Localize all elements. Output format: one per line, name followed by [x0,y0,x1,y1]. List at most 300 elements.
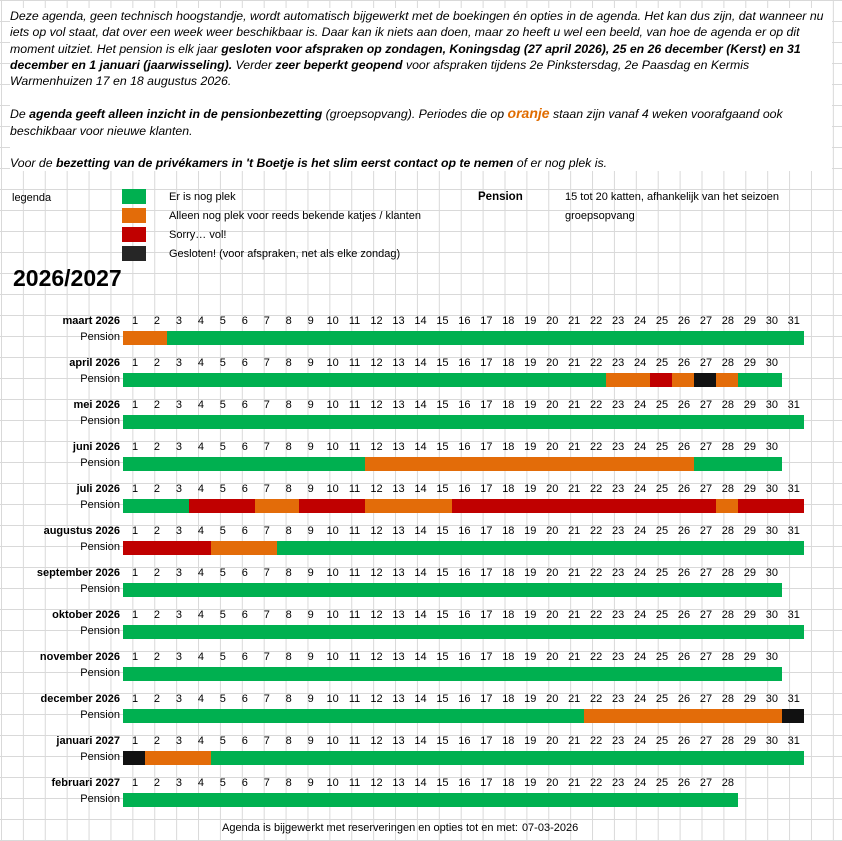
year-title: 2026/2027 [13,265,122,291]
month-name: november 2026 [39,651,120,663]
day-number: 2 [153,441,161,453]
day-number: 3 [175,567,182,579]
day-number: 19 [524,651,537,663]
day-number: 26 [677,525,691,537]
day-number: 10 [326,441,339,453]
day-number: 31 [787,315,800,327]
day-number: 16 [458,441,471,453]
day-number: 30 [765,693,778,705]
occupancy-bar-orange [365,457,694,471]
day-number: 15 [436,651,449,663]
occupancy-bar-red [738,499,804,513]
day-number: 13 [392,567,405,579]
day-number: 23 [611,651,625,663]
day-number: 2 [153,525,161,537]
day-number: 14 [414,777,427,789]
month-row [0,523,842,561]
day-number: 2 [153,483,161,495]
day-number: 9 [307,651,314,663]
occupancy-bar-green [123,499,189,513]
day-number: 2 [153,777,161,789]
day-number: 1 [131,693,139,705]
day-number: 15 [436,357,449,369]
day-number: 1 [131,357,139,369]
day-number: 30 [765,735,778,747]
day-number: 13 [392,399,405,411]
day-number: 18 [502,441,515,453]
day-number: 19 [524,525,537,537]
day-number: 23 [611,315,625,327]
day-number: 6 [241,609,248,621]
day-number: 25 [655,399,669,411]
day-number: 26 [677,357,691,369]
day-number: 2 [153,315,161,327]
day-number: 31 [787,525,800,537]
day-number: 29 [743,567,756,579]
day-number: 26 [677,315,691,327]
day-number: 31 [787,609,800,621]
day-number: 27 [699,609,713,621]
month-row [0,649,842,687]
day-number: 12 [370,525,383,537]
occupancy-bar-green [277,541,804,555]
day-number: 25 [655,525,669,537]
day-number: 16 [458,525,471,537]
day-number: 14 [414,567,427,579]
intro-paragraph-2: De agenda geeft alleen inzicht in de pensionbezetting (groepsopvang). Periodes die op oranje staan zijn vanaf 4 weken voorafgaand ook beschikbaar voor nieuwe klanten. [10,105,783,138]
day-number: 6 [241,525,248,537]
day-number: 14 [414,441,427,453]
day-number: 5 [219,441,226,453]
day-number: 20 [546,441,559,453]
day-number: 9 [307,777,314,789]
day-number: 4 [197,693,204,705]
day-number: 2 [153,567,161,579]
day-number: 12 [370,315,383,327]
day-number: 27 [699,525,713,537]
day-number: 23 [611,735,625,747]
day-number: 15 [436,609,449,621]
day-number: 25 [655,357,669,369]
day-number: 27 [699,315,713,327]
day-number: 11 [348,315,361,327]
day-number: 22 [590,357,603,369]
footer-text: Agenda is bijgewerkt met reserveringen en opties tot en met: [222,822,518,834]
day-number: 1 [131,651,139,663]
month-row [0,565,842,603]
day-number: 25 [655,735,669,747]
day-number: 21 [568,525,581,537]
day-number: 15 [436,693,449,705]
day-number: 24 [633,399,647,411]
day-number: 13 [392,609,405,621]
day-number: 23 [611,399,625,411]
day-number: 21 [568,777,581,789]
day-number: 29 [743,483,756,495]
day-number: 25 [655,651,669,663]
day-number: 30 [765,399,778,411]
day-number: 26 [677,483,691,495]
day-number: 29 [743,357,756,369]
day-number: 10 [326,399,339,411]
day-number: 26 [677,651,691,663]
legend-text-closed: Gesloten! (voor afspraken, net als elke zondag) [169,248,401,260]
day-number: 30 [765,567,778,579]
day-number: 24 [633,777,647,789]
month-row [0,397,842,435]
day-number: 26 [677,441,691,453]
day-number: 1 [131,525,139,537]
day-number: 13 [392,441,405,453]
day-number: 30 [765,357,778,369]
day-number: 8 [285,399,292,411]
pension-row-label: Pension [80,457,120,469]
day-number: 13 [392,483,405,495]
occupancy-bar-green [123,457,365,471]
day-number: 1 [131,441,139,453]
day-number: 4 [197,609,204,621]
day-number: 1 [131,735,139,747]
day-number: 8 [285,441,292,453]
day-number: 16 [458,315,471,327]
day-number: 5 [219,567,226,579]
day-number: 15 [436,735,449,747]
day-number: 8 [285,567,292,579]
day-number: 9 [307,525,314,537]
day-number: 17 [480,735,493,747]
month-name: maart 2026 [62,315,120,327]
day-number: 16 [458,357,471,369]
day-number: 26 [677,693,691,705]
legend-swatch-available [122,189,146,204]
day-number: 11 [348,567,361,579]
day-number: 18 [502,735,515,747]
day-number: 3 [175,441,182,453]
day-number: 20 [546,609,559,621]
day-number: 6 [241,315,248,327]
day-number: 17 [480,777,493,789]
legend-text-known-clients: Alleen nog plek voor reeds bekende katjes / klanten [169,210,421,222]
day-number: 12 [370,735,383,747]
day-number: 24 [633,525,647,537]
day-number: 18 [502,609,515,621]
occupancy-bar-green [694,457,782,471]
day-number: 15 [436,567,449,579]
day-number: 10 [326,567,339,579]
day-number: 30 [765,609,778,621]
day-number: 11 [348,777,361,789]
day-number: 18 [502,525,515,537]
day-number: 8 [285,777,292,789]
day-number: 21 [568,693,581,705]
day-number: 28 [721,735,735,747]
day-number: 14 [414,483,427,495]
day-number: 10 [326,609,339,621]
day-number: 4 [197,651,204,663]
day-number: 5 [219,399,226,411]
day-number: 24 [633,693,647,705]
day-number: 25 [655,483,669,495]
day-number: 6 [241,693,248,705]
day-number: 14 [414,693,427,705]
legend [0,186,842,264]
day-number: 28 [721,525,735,537]
occupancy-bar-orange [255,499,299,513]
pension-row-label: Pension [80,625,120,637]
day-number: 18 [502,693,515,705]
occupancy-bar-red [650,373,672,387]
day-number: 11 [348,693,361,705]
day-number: 13 [392,315,405,327]
day-number: 18 [502,357,515,369]
month-row [0,481,842,519]
day-number: 2 [153,693,161,705]
day-number: 12 [370,441,383,453]
day-number: 29 [743,651,756,663]
day-number: 13 [392,693,405,705]
day-number: 23 [611,567,625,579]
day-number: 6 [241,399,248,411]
day-number: 28 [721,441,735,453]
day-number: 24 [633,357,647,369]
occupancy-bar-green [211,751,804,765]
day-number: 5 [219,525,226,537]
day-number: 16 [458,735,471,747]
day-number: 6 [241,777,248,789]
day-number: 12 [370,777,383,789]
day-number: 31 [787,693,800,705]
day-number: 11 [348,651,361,663]
day-number: 16 [458,651,471,663]
day-number: 19 [524,357,537,369]
month-row [0,691,842,729]
day-number: 4 [197,525,204,537]
month-row [0,607,842,645]
occupancy-bar-black [782,709,804,723]
legend-swatch-closed [122,246,146,261]
day-number: 14 [414,735,427,747]
day-number: 28 [721,483,735,495]
month-name: juni 2026 [72,441,120,453]
day-number: 1 [131,567,139,579]
day-number: 27 [699,693,713,705]
day-number: 20 [546,399,559,411]
occupancy-bar-black [694,373,716,387]
day-number: 4 [197,441,204,453]
day-number: 11 [348,525,361,537]
day-number: 5 [219,777,226,789]
pension-row-label: Pension [80,415,120,427]
day-number: 11 [348,735,361,747]
day-number: 5 [219,357,226,369]
day-number: 23 [611,357,625,369]
day-number: 17 [480,357,493,369]
legend-pension-type: groepsopvang [565,210,635,222]
day-number: 4 [197,315,204,327]
occupancy-bar-green [123,625,804,639]
day-number: 19 [524,567,537,579]
day-number: 12 [370,651,383,663]
day-number: 3 [175,735,182,747]
day-number: 8 [285,651,292,663]
day-number: 24 [633,567,647,579]
day-number: 21 [568,399,581,411]
day-number: 25 [655,777,669,789]
day-number: 15 [436,441,449,453]
day-number: 25 [655,567,669,579]
pension-row-label: Pension [80,709,120,721]
day-number: 25 [655,693,669,705]
day-number: 7 [263,609,270,621]
day-number: 18 [502,651,515,663]
day-number: 12 [370,609,383,621]
day-number: 18 [502,483,515,495]
month-name: mei 2026 [73,399,120,411]
day-number: 14 [414,651,427,663]
day-number: 7 [263,525,270,537]
pension-row-label: Pension [80,373,120,385]
pension-row-label: Pension [80,667,120,679]
day-number: 7 [263,483,270,495]
day-number: 9 [307,735,314,747]
day-number: 16 [458,399,471,411]
occupancy-bar-green [167,331,804,345]
occupancy-bar-green [123,709,584,723]
month-name: augustus 2026 [43,525,120,537]
occupancy-bar-green [123,373,606,387]
day-number: 22 [590,525,603,537]
day-number: 8 [285,693,292,705]
month-row [0,733,842,771]
day-number: 25 [655,315,669,327]
day-number: 19 [524,399,537,411]
day-number: 3 [175,777,182,789]
day-number: 27 [699,777,713,789]
day-number: 21 [568,483,581,495]
day-number: 15 [436,777,449,789]
intro-text [10,8,832,171]
day-number: 23 [611,483,625,495]
day-number: 11 [348,357,361,369]
day-number: 28 [721,777,735,789]
day-number: 28 [721,399,735,411]
day-number: 26 [677,777,691,789]
day-number: 2 [153,651,161,663]
day-number: 14 [414,399,427,411]
pension-row-label: Pension [80,331,120,343]
day-number: 11 [348,399,361,411]
legend-label: legenda [12,192,52,204]
day-number: 14 [414,357,427,369]
day-number: 16 [458,567,471,579]
day-number: 26 [677,735,691,747]
day-number: 5 [219,315,226,327]
day-number: 1 [131,609,139,621]
day-number: 30 [765,651,778,663]
day-number: 23 [611,693,625,705]
day-number: 1 [131,483,139,495]
day-number: 24 [633,315,647,327]
day-number: 9 [307,357,314,369]
day-number: 30 [765,315,778,327]
day-number: 7 [263,735,270,747]
day-number: 29 [743,693,756,705]
day-number: 6 [241,567,248,579]
day-number: 20 [546,483,559,495]
day-number: 24 [633,441,647,453]
day-number: 17 [480,693,493,705]
legend-swatch-known-clients [122,208,146,223]
day-number: 11 [348,441,361,453]
day-number: 30 [765,525,778,537]
day-number: 19 [524,693,537,705]
day-number: 28 [721,567,735,579]
day-number: 5 [219,693,226,705]
occupancy-bar-red [299,499,365,513]
day-number: 22 [590,777,603,789]
day-number: 29 [743,735,756,747]
day-number: 18 [502,777,515,789]
day-number: 7 [263,399,270,411]
day-number: 19 [524,735,537,747]
day-number: 21 [568,315,581,327]
day-number: 19 [524,777,537,789]
day-number: 19 [524,315,537,327]
pension-row-label: Pension [80,583,120,595]
day-number: 12 [370,399,383,411]
day-number: 16 [458,777,471,789]
day-number: 20 [546,567,559,579]
day-number: 10 [326,315,339,327]
day-number: 17 [480,651,493,663]
legend-swatch-full [122,227,146,242]
occupancy-bar-orange [365,499,453,513]
day-number: 10 [326,693,339,705]
day-number: 13 [392,651,405,663]
day-number: 3 [175,651,182,663]
day-number: 6 [241,651,248,663]
day-number: 5 [219,609,226,621]
day-number: 7 [263,693,270,705]
day-number: 2 [153,357,161,369]
occupancy-bar-green [738,373,782,387]
month-row [0,313,842,351]
day-number: 9 [307,567,314,579]
day-number: 12 [370,693,383,705]
day-number: 16 [458,483,471,495]
day-number: 7 [263,777,270,789]
day-number: 25 [655,609,669,621]
day-number: 29 [743,315,756,327]
day-number: 4 [197,483,204,495]
day-number: 22 [590,483,603,495]
day-number: 22 [590,567,603,579]
day-number: 16 [458,693,471,705]
day-number: 7 [263,357,270,369]
pension-row-label: Pension [80,793,120,805]
day-number: 18 [502,315,515,327]
day-number: 6 [241,441,248,453]
day-number: 28 [721,315,735,327]
day-number: 28 [721,693,735,705]
occupancy-bar-green [123,583,782,597]
day-number: 15 [436,399,449,411]
day-number: 24 [633,651,647,663]
day-number: 4 [197,777,204,789]
day-number: 14 [414,315,427,327]
day-number: 21 [568,609,581,621]
day-number: 25 [655,441,669,453]
